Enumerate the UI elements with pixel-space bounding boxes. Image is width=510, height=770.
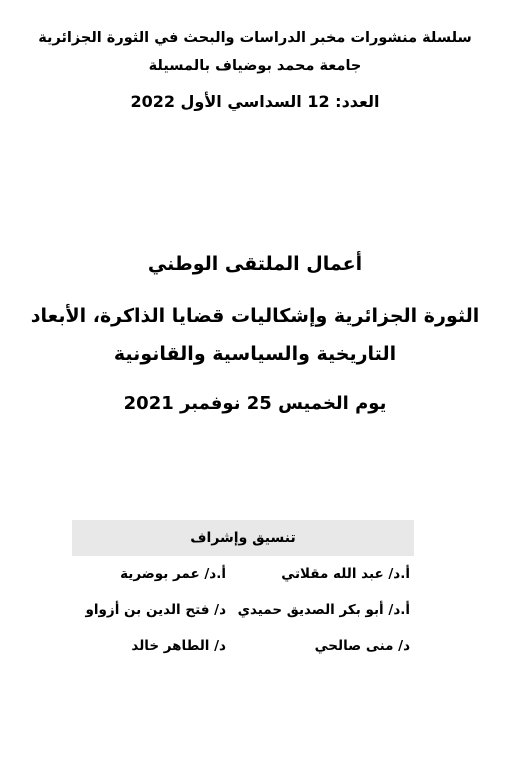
- issue-number: العدد: 12 السداسي الأول 2022: [130, 92, 380, 111]
- coordinator-name: أ.د/ أبو بكر الصديق حميدي: [237, 602, 410, 618]
- coordinator-name: د/ فتح الدين بن أزواو: [85, 602, 226, 618]
- conference-title-line-1: الثورة الجزائرية وإشكاليات قضايا الذاكرة، الأبعاد: [30, 305, 480, 327]
- university-name: جامعة محمد بوضياف بالمسيلة: [148, 58, 362, 74]
- series-title: سلسلة منشورات مخبر الدراسات والبحث في الثورة الجزائرية: [38, 30, 472, 46]
- coordinator-name: أ.د/ عبد الله مقلاتي: [281, 566, 410, 582]
- conference-heading: أعمال الملتقى الوطني: [147, 253, 363, 275]
- conference-date: يوم الخميس 25 نوفمبر 2021: [123, 393, 387, 414]
- coordinator-name: د/ الطاهر خالد: [131, 638, 226, 654]
- coordinator-name: أ.د/ عمر بوضرية: [120, 566, 226, 582]
- conference-title-line-2: التاريخية والسياسية والقانونية: [113, 343, 397, 365]
- coordinator-name: د/ منى صالحي: [314, 638, 410, 654]
- coordination-heading: تنسيق وإشراف: [72, 520, 414, 556]
